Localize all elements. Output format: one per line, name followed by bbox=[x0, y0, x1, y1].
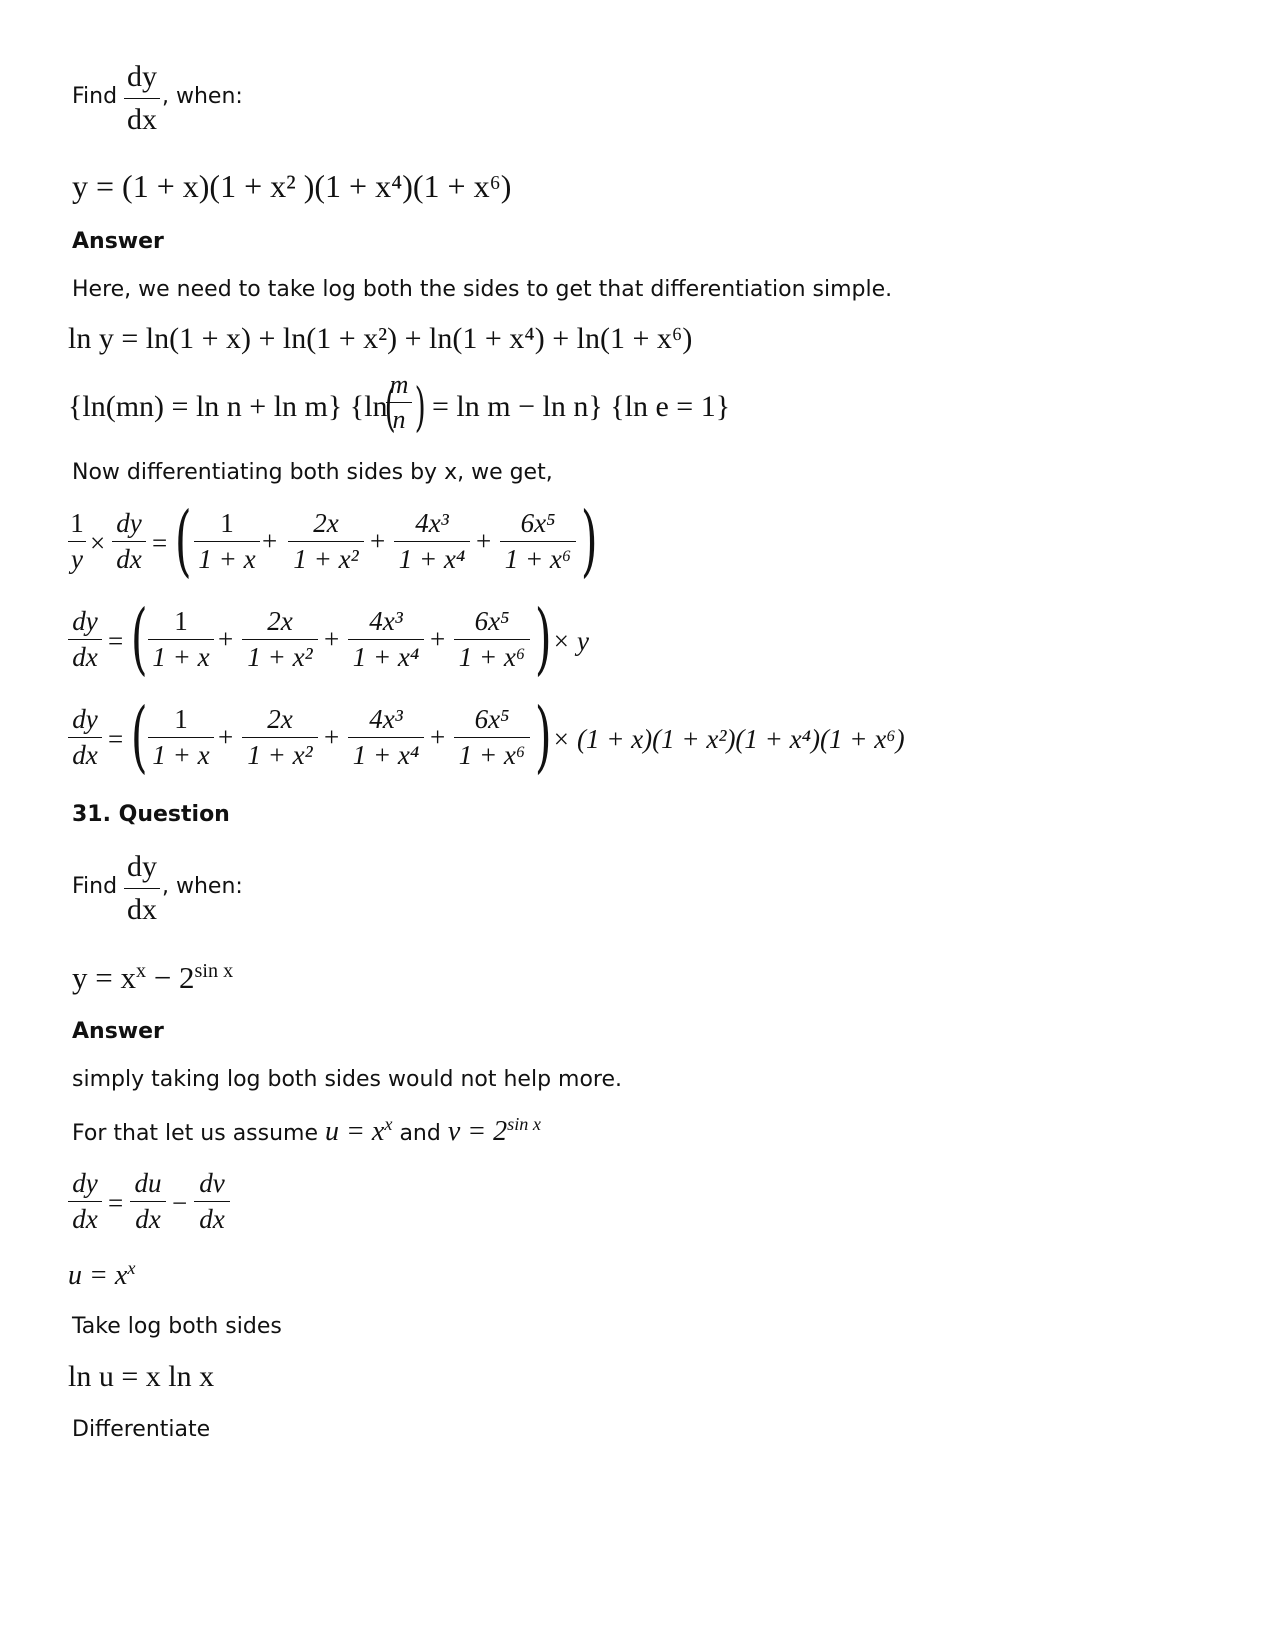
exponent: sin x bbox=[194, 959, 234, 982]
v-definition bbox=[448, 1116, 541, 1147]
frac-denominator: dx bbox=[127, 103, 157, 136]
answer-heading: Answer bbox=[72, 1019, 164, 1044]
frac-denominator: dx bbox=[199, 1204, 225, 1234]
answer-heading: Answer bbox=[72, 229, 164, 254]
question-equation bbox=[72, 959, 234, 995]
frac-numerator: 4x³ bbox=[415, 508, 449, 538]
and-text: and bbox=[399, 1121, 441, 1146]
frac-denominator: dx bbox=[135, 1204, 161, 1234]
u-expr: u = x bbox=[325, 1116, 385, 1147]
u-equation bbox=[68, 1258, 136, 1291]
plus-sign: + bbox=[324, 722, 340, 752]
eq-part: − 2 bbox=[146, 960, 195, 995]
fraction-bar bbox=[124, 888, 160, 889]
term2-fraction bbox=[288, 510, 364, 573]
fraction-bar bbox=[148, 639, 214, 640]
frac-denominator: dx bbox=[127, 893, 157, 926]
frac-denominator: 1 + x² bbox=[293, 544, 359, 574]
frac-denominator: dx bbox=[116, 544, 142, 574]
term1-fraction bbox=[194, 510, 260, 573]
differentiate-label: Differentiate bbox=[72, 1417, 211, 1442]
fraction-bar bbox=[500, 541, 576, 542]
when-label: , when: bbox=[162, 84, 243, 109]
fraction-bar bbox=[124, 98, 160, 99]
fraction-bar bbox=[194, 1201, 230, 1202]
right-paren: ) bbox=[534, 594, 552, 684]
frac-denominator: 1 + x⁶ bbox=[458, 642, 526, 672]
dv-dx-fraction bbox=[194, 1170, 230, 1233]
left-paren: ( bbox=[384, 378, 396, 438]
frac-denominator: y bbox=[71, 544, 83, 574]
dy-dx-fraction bbox=[68, 1170, 102, 1233]
minus-sign: − bbox=[172, 1188, 188, 1218]
frac-denominator: 1 + x⁶ bbox=[458, 740, 526, 770]
frac-numerator: dy bbox=[127, 60, 157, 93]
fraction-bar bbox=[148, 737, 214, 738]
frac-numerator: dy bbox=[127, 850, 157, 883]
fraction-bar bbox=[394, 541, 470, 542]
product-expression: × (1 + x)(1 + x²)(1 + x⁴)(1 + x⁶) bbox=[552, 724, 905, 754]
plus-sign: + bbox=[324, 624, 340, 654]
intro-text: Here, we need to take log both the sides to get that differentiation simple. bbox=[72, 277, 893, 302]
term4-fraction bbox=[500, 510, 576, 573]
frac-numerator: 2x bbox=[267, 704, 293, 734]
dy-dx-fraction bbox=[68, 608, 102, 671]
fraction-bar bbox=[348, 639, 424, 640]
frac-numerator: 4x³ bbox=[369, 704, 403, 734]
term4-fraction bbox=[454, 706, 530, 769]
left-paren: ( bbox=[130, 594, 148, 684]
log-rule-part2: = ln m − ln n} {ln e = 1} bbox=[432, 390, 731, 423]
term1-fraction bbox=[148, 706, 214, 769]
frac-denominator: 1 + x bbox=[152, 740, 210, 770]
frac-numerator: dv bbox=[199, 1168, 225, 1198]
equals-sign: = bbox=[108, 626, 124, 656]
fraction-bar bbox=[68, 1201, 102, 1202]
answer-line-1: simply taking log both sides would not help more. bbox=[72, 1067, 623, 1092]
frac-numerator: 6x⁵ bbox=[474, 606, 510, 636]
frac-numerator: 2x bbox=[313, 508, 339, 538]
term2-fraction bbox=[242, 706, 318, 769]
exponent: x bbox=[384, 1114, 393, 1134]
frac-numerator: m bbox=[389, 370, 409, 399]
frac-denominator: 1 + x² bbox=[247, 642, 313, 672]
term4-fraction bbox=[454, 608, 530, 671]
log-equation: ln y = ln(1 + x) + ln(1 + x²) + ln(1 + x⁴) + ln(1 + x⁶) bbox=[68, 322, 693, 355]
u-definition bbox=[325, 1116, 392, 1147]
frac-denominator: 1 + x⁶ bbox=[504, 544, 572, 574]
left-paren: ( bbox=[174, 496, 192, 586]
frac-denominator: dx bbox=[72, 1204, 98, 1234]
frac-denominator: 1 + x² bbox=[247, 740, 313, 770]
frac-denominator: 1 + x bbox=[152, 642, 210, 672]
frac-numerator: 4x³ bbox=[369, 606, 403, 636]
one-over-y-fraction bbox=[68, 510, 86, 573]
fraction-bar bbox=[112, 541, 146, 542]
term3-fraction bbox=[394, 510, 470, 573]
fraction-bar bbox=[68, 737, 102, 738]
fraction-bar bbox=[130, 1201, 166, 1202]
term2-fraction bbox=[242, 608, 318, 671]
frac-denominator: dx bbox=[72, 642, 98, 672]
plus-sign: + bbox=[476, 526, 492, 556]
dy-dx-fraction bbox=[124, 62, 160, 135]
fraction-bar bbox=[68, 639, 102, 640]
fraction-bar bbox=[194, 541, 260, 542]
plus-sign: + bbox=[218, 722, 234, 752]
find-label: Find bbox=[72, 874, 118, 899]
assume-line bbox=[72, 1114, 542, 1147]
given-equation: y = (1 + x)(1 + x² )(1 + x⁴)(1 + x⁶) bbox=[72, 168, 512, 204]
frac-denominator: 1 + x⁴ bbox=[352, 740, 420, 770]
left-paren: ( bbox=[130, 692, 148, 782]
when-label: , when: bbox=[162, 874, 243, 899]
plus-sign: + bbox=[370, 526, 386, 556]
plus-sign: + bbox=[262, 526, 278, 556]
find-label: Find bbox=[72, 84, 118, 109]
frac-numerator: 1 bbox=[174, 606, 188, 636]
frac-denominator: 1 + x bbox=[198, 544, 256, 574]
times-sign: × bbox=[90, 528, 106, 558]
frac-numerator: dy bbox=[72, 704, 98, 734]
exponent: x bbox=[135, 959, 147, 982]
question-heading: 31. Question bbox=[72, 802, 230, 827]
u-expr: u = x bbox=[68, 1260, 128, 1291]
equals-sign: = bbox=[108, 724, 124, 754]
take-log-text: Take log both sides bbox=[72, 1314, 282, 1339]
fraction-bar bbox=[454, 737, 530, 738]
times-y: × y bbox=[552, 626, 589, 656]
m-over-n-fraction bbox=[384, 370, 412, 438]
eq-part: y = x bbox=[72, 960, 136, 995]
du-dx-fraction bbox=[130, 1170, 166, 1233]
dy-dx-fraction bbox=[112, 510, 146, 573]
frac-numerator: du bbox=[134, 1168, 162, 1198]
frac-numerator: dy bbox=[116, 508, 142, 538]
fraction-bar bbox=[348, 737, 424, 738]
frac-numerator: 1 bbox=[220, 508, 234, 538]
term3-fraction bbox=[348, 608, 424, 671]
frac-numerator: dy bbox=[72, 606, 98, 636]
plus-sign: + bbox=[430, 722, 446, 752]
frac-denominator: dx bbox=[72, 740, 98, 770]
fraction-bar bbox=[242, 737, 318, 738]
frac-numerator: 1 bbox=[174, 704, 188, 734]
frac-numerator: 2x bbox=[267, 606, 293, 636]
dy-dx-fraction bbox=[124, 852, 160, 925]
frac-numerator: 6x⁵ bbox=[474, 704, 510, 734]
plus-sign: + bbox=[430, 624, 446, 654]
frac-denominator: 1 + x⁴ bbox=[352, 642, 420, 672]
fraction-bar bbox=[386, 402, 412, 403]
equals-sign: = bbox=[108, 1188, 124, 1218]
fraction-bar bbox=[68, 541, 86, 542]
ln-u-equation: ln u = x ln x bbox=[68, 1360, 215, 1393]
equals-sign: = bbox=[152, 528, 168, 558]
plus-sign: + bbox=[218, 624, 234, 654]
frac-denominator: 1 + x⁴ bbox=[398, 544, 466, 574]
log-rule-part1: {ln(mn) = ln n + ln m} {ln bbox=[68, 390, 388, 423]
right-paren: ) bbox=[534, 692, 552, 782]
term3-fraction bbox=[348, 706, 424, 769]
differentiate-text: Now differentiating both sides by x, we get, bbox=[72, 460, 553, 485]
exponent: sin x bbox=[507, 1114, 542, 1134]
term1-fraction bbox=[148, 608, 214, 671]
v-expr: v = 2 bbox=[447, 1116, 508, 1147]
fraction-bar bbox=[288, 541, 364, 542]
dy-dx-fraction bbox=[68, 706, 102, 769]
right-paren: ) bbox=[580, 496, 598, 586]
assume-text: For that let us assume bbox=[72, 1121, 319, 1146]
fraction-bar bbox=[454, 639, 530, 640]
exponent: x bbox=[127, 1258, 136, 1278]
fraction-bar bbox=[242, 639, 318, 640]
frac-numerator: 6x⁵ bbox=[520, 508, 556, 538]
frac-denominator: n bbox=[392, 405, 406, 434]
frac-numerator: dy bbox=[72, 1168, 98, 1198]
right-paren: ) bbox=[414, 378, 426, 438]
frac-numerator: 1 bbox=[70, 508, 84, 538]
